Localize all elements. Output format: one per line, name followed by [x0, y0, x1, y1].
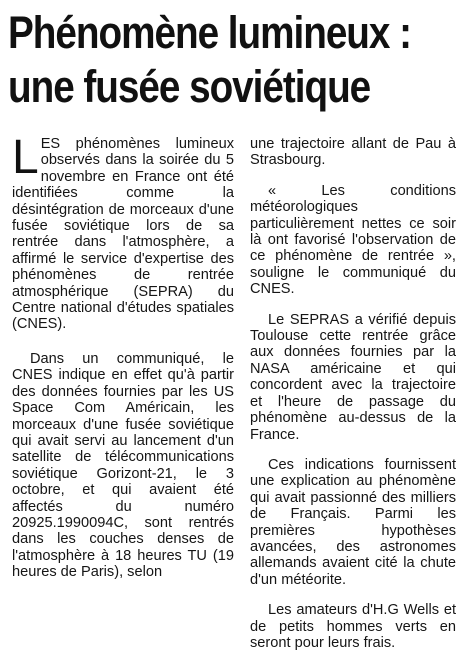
paragraph-1-text: ES phénomènes lumineux observés dans la soirée du 5 novembre en France ont été identifiées comme la désintégration de morceaux d'une fusée soviétique lors de sa rentrée dans l'atmosphère, a affirmé le service d'expertise des phénomènes de rentrée atmosphérique (SEPRA) du Centre national d'études spatiales (CNES). — [12, 136, 234, 333]
article-paragraph-1 — [12, 131, 234, 333]
article-paragraph-6: Les amateurs d'H.G Wells et de petits hommes verts en seront pour leurs frais. — [250, 602, 456, 651]
drop-cap: L — [12, 131, 39, 184]
right-column — [250, 136, 456, 665]
article-paragraph-2: Dans un communiqué, le CNES indique en effet qu'à partir des données fournies par les US Space Com Américain, les morceaux d'une fusée soviétique qui avait servi au lancement d'un satellite de télécommunications soviétique Gorizont-21, le 3 octobre, et qui avaient été affectés du numéro 20925.1990094C, sont rentrés dans les couches denses de l'atmosphère à 18 heures TU (19 heures de Paris), selon — [12, 350, 234, 581]
article-paragraph-3: « Les conditions météorologiques particulièrement nettes ce soir là ont favorisé l'observation de ce phénomène de rentrée », souligne le communiqué du CNES. — [250, 182, 456, 298]
left-column — [12, 131, 234, 581]
article-paragraph-5: Ces indications fournissent une explication au phénomène qui avait passionné des milliers de Français. Parmi les premières hypothèses avancées, des astronomes allemands avaient cité la chute d'un météorite. — [250, 456, 456, 588]
article-paragraph-4: Le SEPRAS a vérifié depuis Toulouse cette rentrée grâce aux données fournies par la NASA américaine et qui concordent avec la trajectoire et l'heure de passage du phénomène au-dessus de la France. — [250, 311, 456, 443]
headline — [8, 6, 411, 114]
article-paragraph-2-continued: une trajectoire allant de Pau à Strasbourg. — [250, 136, 456, 169]
headline-line-1: Phénomène lumineux : — [8, 7, 411, 58]
headline-line-2: une fusée soviétique — [8, 61, 371, 112]
